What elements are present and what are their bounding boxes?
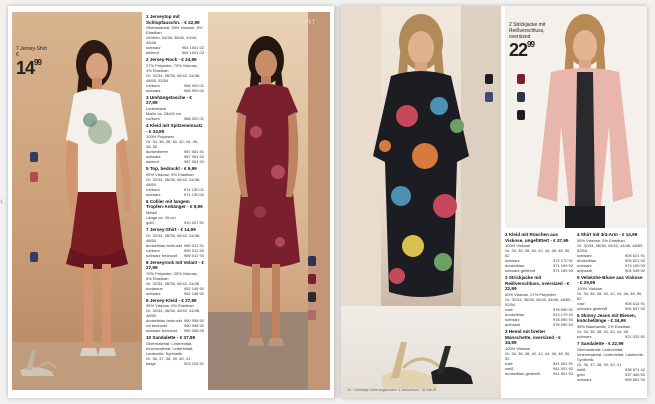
product-entry[interactable] bbox=[146, 298, 204, 334]
product-detail: Gr. 32/34, 36/38, 40/42, 44/46, 48/50, 52/54 bbox=[146, 72, 201, 83]
product-variant-row bbox=[577, 334, 645, 339]
variant-color: rosé bbox=[505, 360, 513, 366]
sandal-product-image bbox=[341, 306, 501, 398]
product-entry[interactable] bbox=[505, 275, 573, 327]
model-photo-floral-dress bbox=[341, 6, 501, 306]
product-entry[interactable] bbox=[577, 232, 645, 273]
variant-article-number: 954 1001 02 bbox=[181, 45, 204, 51]
variant-color: schwarz bbox=[577, 376, 592, 382]
color-swatch[interactable] bbox=[517, 74, 525, 84]
product-variant-row bbox=[577, 306, 645, 311]
product-detail: Länge ca. 45 cm bbox=[146, 214, 176, 220]
variant-color: schwarz bbox=[505, 316, 520, 322]
variant-article-number: 905 621 92 bbox=[624, 257, 645, 263]
product-entry[interactable] bbox=[505, 329, 573, 376]
product-detail: Gr. 32/34, 36/38, 40/42, 44/46, 48/50 bbox=[146, 232, 201, 243]
variant-color: schwarz bbox=[146, 45, 161, 51]
product-variant-row bbox=[505, 371, 573, 376]
product-title: 6 Skinny Jeans mit Biesen, knöchellänge - € 34,99 bbox=[577, 312, 636, 324]
variant-article-number: 987 061 91 bbox=[183, 149, 204, 155]
variant-article-number: 960 058 92 bbox=[183, 323, 204, 329]
model-photo-cardigan bbox=[505, 6, 647, 228]
product-entry[interactable] bbox=[577, 341, 645, 382]
product-title: 4 Kleid mit Spitzeneinsatz - € 34,99 bbox=[146, 122, 203, 134]
variant-color: rot/bunt bbox=[146, 82, 160, 88]
variant-article-number: 903 105 91 bbox=[183, 360, 204, 366]
product-title: 2 Strickjacke mit Reißverschluss, oversized - € 22,99 bbox=[505, 275, 570, 292]
variant-color: rosé bbox=[505, 306, 513, 312]
variant-article-number: 988 002 01 bbox=[183, 115, 204, 121]
variant-article-number: 937 465 53 bbox=[624, 371, 645, 377]
variant-article-number: 921 032 91 bbox=[624, 333, 645, 339]
product-title: 5 Top, bedruckt - € 9,99 bbox=[146, 166, 197, 172]
variant-color: schwarz geblümt bbox=[505, 268, 536, 274]
variant-article-number: 910 027 91 bbox=[183, 219, 204, 225]
product-variant-row bbox=[146, 328, 204, 333]
variant-color: schwarz bbox=[577, 333, 592, 339]
product-variant-row bbox=[146, 291, 204, 296]
product-detail: 27% Polyester, 70% Viskose, 3% Elasthan bbox=[146, 62, 198, 73]
product-title: 1 Kleid mit Rüschen aus Viskose, ungefüttert - € 37,99 bbox=[505, 232, 569, 243]
color-swatch[interactable] bbox=[308, 274, 316, 284]
variant-article-number: 989 012 92 bbox=[183, 247, 204, 253]
product-detail: Größen: 34/36, 38/40, 42/44, 46/48 bbox=[146, 35, 198, 46]
variant-article-number: 966 903 01 bbox=[183, 82, 204, 88]
variant-article-number: 952 146 91 bbox=[183, 285, 204, 291]
product-detail: 95% Viskose, 5% Elasthan bbox=[146, 171, 194, 177]
variant-article-number: 966 903 02 bbox=[183, 87, 204, 93]
color-swatch[interactable] bbox=[30, 252, 38, 262]
product-detail: Gr. 34, 36, 38, 40, 42, 44, 46, 48, 50, 52 bbox=[577, 290, 643, 301]
price-tag-label: 7 Jersey-Shirt € bbox=[16, 46, 47, 58]
variant-article-number: 989 012 93 bbox=[183, 252, 204, 258]
product-title: 8 Jerseyrock mit Volant - € 27,99 bbox=[146, 259, 204, 271]
variant-article-number: 971 169 93 bbox=[552, 268, 573, 274]
variant-article-number: 972 170 91 bbox=[552, 258, 573, 264]
variant-color: anthrazit bbox=[577, 267, 593, 273]
product-detail: 98% Baumwolle, 2% Elasthan bbox=[577, 323, 631, 329]
product-detail: Gr. 36, 37, 38, 39, 40, 41 bbox=[577, 361, 622, 367]
price-tag-amount: $22^{99}$ bbox=[509, 40, 534, 60]
product-detail: Gr. 36, 37, 38, 39, 40, 41 bbox=[146, 355, 191, 361]
product-title: 5 Velukshe-Bluse aus Viskose - € 29,99 bbox=[577, 274, 643, 286]
product-entry[interactable] bbox=[146, 95, 204, 121]
catalog-page-right bbox=[341, 6, 647, 398]
product-entry[interactable] bbox=[505, 232, 573, 273]
product-title: 3 Umhängetasche - € 27,99 bbox=[146, 94, 192, 106]
variant-color: schwarz bbox=[577, 262, 592, 268]
product-entry[interactable] bbox=[577, 313, 645, 339]
variant-color: weinrot bbox=[146, 50, 159, 56]
variant-color: weinrot bbox=[146, 159, 159, 165]
catalog-page-left bbox=[8, 6, 334, 398]
variant-article-number: 978 090 93 bbox=[552, 316, 573, 322]
variant-color: dunkelblau bbox=[505, 263, 525, 269]
color-swatch[interactable] bbox=[485, 74, 493, 84]
variant-article-number: 941 001 92 bbox=[552, 365, 573, 371]
product-detail: 50% Viskose, 27% Polyester bbox=[505, 291, 557, 297]
product-detail: Gr. 34, 36, 38, 40, 42, 44, 46, 48, 50 bbox=[146, 139, 199, 150]
price-tag-cardigan bbox=[509, 22, 553, 61]
variant-article-number: 941 001 91 bbox=[552, 360, 573, 366]
color-swatch[interactable] bbox=[517, 92, 525, 102]
product-entry[interactable] bbox=[146, 335, 204, 366]
model-photo-red-dress bbox=[208, 12, 330, 390]
variant-color: schwarz bbox=[146, 87, 161, 93]
variant-article-number: 960 058 91 bbox=[183, 318, 204, 324]
variant-color: schwarz bbox=[146, 290, 161, 296]
product-detail: Obermaterial: 95% Viskose, 5% Elasthan bbox=[146, 25, 203, 36]
product-title: 7 Sandalette - € 22,99 bbox=[577, 340, 624, 346]
variant-color: rot/bunt bbox=[146, 186, 160, 192]
chevron-left-icon[interactable]: ‹ bbox=[0, 196, 4, 207]
product-entry[interactable] bbox=[146, 123, 204, 164]
variant-article-number: 938 671 42 bbox=[624, 366, 645, 372]
variant-color: dunkelbeere bbox=[146, 149, 169, 155]
brand-logo: BODYFLIRT bbox=[274, 20, 317, 26]
product-title: 6 Collier mit langem Tropfen-Anhänger - € 9,99 bbox=[146, 198, 203, 210]
product-detail: Obermaterial: Lederimitat, Innenmaterial: Lederimitat, Laufsohle: Synthetik bbox=[146, 340, 194, 356]
variant-color: schwarz bedruckt bbox=[146, 252, 178, 258]
color-swatch[interactable] bbox=[517, 110, 525, 120]
variant-article-number: 954 1001 03 bbox=[181, 50, 204, 56]
variant-color: anthrazit bbox=[505, 321, 521, 327]
variant-color: schwarz bbox=[505, 258, 520, 264]
variant-article-number: 913 179 92 bbox=[552, 311, 573, 317]
shoes-product-photo bbox=[341, 306, 501, 398]
variant-color: bordeaux bbox=[146, 285, 163, 291]
product-detail: Gr. 32/34, 36/38, 40/42, 44/46, 48/50, 52/54 bbox=[505, 296, 572, 307]
variant-color: rot bedruckt bbox=[146, 323, 168, 329]
model-figure bbox=[208, 12, 330, 390]
product-detail: Gr. 32/34, 36/38, 40/42, 44/46, 48/50 bbox=[146, 308, 201, 319]
product-detail: Obermaterial: Lederimitat, Innenmaterial: Lederimitat, Laufsohle: Synthetik bbox=[577, 346, 644, 362]
product-title: 2 Jersey-Rock - € 24,99 bbox=[146, 57, 197, 63]
variant-article-number: 905 612 91 bbox=[624, 300, 645, 306]
product-variant-row bbox=[146, 50, 204, 55]
model-photo-white-top bbox=[12, 12, 142, 390]
product-detail: Gr. 34, 36, 38, 40, 42, 44, 46, 48, 50, 52 bbox=[505, 248, 571, 259]
variant-color: beige bbox=[146, 360, 156, 366]
variant-color: rosé bbox=[577, 300, 585, 306]
variant-color: dunkelblau bedruckt bbox=[146, 242, 182, 248]
variant-color: schwarz bbox=[146, 154, 161, 160]
product-entry[interactable] bbox=[146, 14, 204, 55]
product-variant-row bbox=[146, 159, 204, 164]
variant-color: dunkelblau bbox=[505, 311, 525, 317]
variant-article-number: 974 130 01 bbox=[183, 186, 204, 192]
color-swatch[interactable] bbox=[308, 310, 316, 320]
page-gutter bbox=[334, 6, 341, 398]
color-swatch[interactable] bbox=[308, 292, 316, 302]
variant-color: weiß bbox=[505, 365, 514, 371]
price-tag-label: 2 Strickjacke mit Reißverschluss, oversized bbox=[509, 22, 546, 40]
color-swatch[interactable] bbox=[308, 256, 316, 266]
product-detail: 70% Polyester, 25% Viskose, 5% Elasthan bbox=[146, 270, 198, 281]
product-variant-row bbox=[577, 377, 645, 382]
product-title: 9 Jersey-Kleid - € 27,99 bbox=[146, 297, 197, 303]
variant-color: dunkelblau bedruckt bbox=[146, 318, 182, 324]
variant-color: schwarz bedruckt bbox=[146, 328, 178, 334]
variant-color: gold bbox=[577, 371, 585, 377]
variant-color: dunkelblau bbox=[577, 257, 597, 263]
product-detail: 95% Viskose, 5% Elasthan bbox=[146, 303, 194, 309]
product-variant-row bbox=[146, 88, 204, 93]
variant-article-number: 989 012 91 bbox=[183, 242, 204, 248]
variant-color: rot/bunt bbox=[146, 115, 160, 121]
product-entry[interactable] bbox=[146, 227, 204, 258]
product-title: 7 Jersey-Shirt - € 14,99 bbox=[146, 226, 196, 232]
sandal-product-image bbox=[18, 342, 58, 378]
product-title: 4 Shirt mit 3/4-Arm - € 14,99 bbox=[577, 232, 638, 237]
variant-color: rot/bunt bbox=[146, 247, 160, 253]
product-detail: Gr. 34, 36, 38, 40, 42, 44, 46 bbox=[577, 328, 628, 334]
product-title: 1 Jerseytop mit Schlupfauschn. - € 22,99 bbox=[146, 14, 200, 25]
variant-article-number: 971 169 92 bbox=[552, 263, 573, 269]
product-list-left bbox=[146, 14, 204, 390]
color-swatch[interactable] bbox=[30, 152, 38, 162]
product-variant-row bbox=[505, 268, 573, 273]
product-entry[interactable] bbox=[146, 260, 204, 296]
variant-color: dunkelblau gestreift bbox=[505, 370, 540, 376]
variant-article-number: 904 545 92 bbox=[624, 267, 645, 273]
variant-article-number: 978 090 94 bbox=[552, 321, 573, 327]
product-title: 10 Sandalette - € 37,99 bbox=[146, 335, 196, 341]
product-variant-row bbox=[146, 253, 204, 258]
product-detail: Gr. 32/34, 36/38, 40/42, 44/46, 48/50 bbox=[146, 176, 201, 187]
page-footer: 24 · Günstige Lieferungskosten 4 Zahlweisen · ⊞ BAUR bbox=[347, 388, 437, 392]
variant-color: weiß bbox=[577, 366, 586, 372]
product-entry[interactable] bbox=[146, 199, 204, 225]
variant-article-number: 952 146 92 bbox=[183, 290, 204, 296]
variant-article-number: 987 061 93 bbox=[183, 159, 204, 165]
product-list-right-1 bbox=[505, 232, 573, 396]
product-detail: 100% Viskose bbox=[505, 345, 531, 351]
product-detail: 100% Viskose bbox=[577, 285, 603, 291]
product-variant-row bbox=[146, 361, 204, 366]
variant-article-number: 959 661 93 bbox=[624, 376, 645, 382]
product-detail: 95% Viskose, 5% Elasthan bbox=[577, 237, 625, 243]
product-entry[interactable] bbox=[146, 57, 204, 93]
variant-color: schwarz gestreift bbox=[577, 305, 608, 311]
variant-article-number: 960 058 93 bbox=[183, 328, 204, 334]
product-detail: Maße ca. 28x20 cm bbox=[146, 110, 182, 116]
product-list-right-2 bbox=[577, 232, 645, 396]
color-swatch[interactable] bbox=[30, 172, 38, 182]
variant-article-number: 978 090 91 bbox=[552, 306, 573, 312]
product-detail: 100% Viskose bbox=[505, 243, 531, 249]
product-title: 3 Hemd mit breiter Manschette, oversized - € 34,99 bbox=[505, 328, 561, 346]
product-variant-row bbox=[505, 322, 573, 327]
variant-color: schwarz bbox=[577, 252, 592, 258]
product-variant-row bbox=[146, 192, 204, 197]
product-detail: Lederimitat bbox=[146, 105, 166, 111]
variant-article-number: 987 061 92 bbox=[183, 154, 204, 160]
variant-article-number: 905 621 91 bbox=[624, 252, 645, 258]
price-tag-jersey-shirt bbox=[16, 46, 47, 79]
product-entry[interactable] bbox=[577, 275, 645, 311]
model-figure bbox=[341, 6, 501, 306]
variant-color: gold bbox=[146, 219, 154, 225]
variant-color: schwarz bbox=[146, 191, 161, 197]
product-variant-row bbox=[146, 116, 204, 121]
product-detail: Gr. 32/34, 36/38, 40/42, 44/46 bbox=[146, 280, 200, 286]
price-tag-amount: $14^{99}$ bbox=[16, 58, 41, 78]
variant-article-number: 973 159 93 bbox=[624, 262, 645, 268]
product-detail: 100% Polyester bbox=[146, 134, 175, 140]
product-detail: Gr. 32/34, 36/38, 40/42, 44/46, 48/50, 52/54 bbox=[577, 242, 644, 253]
product-variant-row bbox=[146, 220, 204, 225]
product-detail: Metall bbox=[146, 209, 157, 215]
variant-article-number: 974 130 02 bbox=[183, 191, 204, 197]
variant-article-number: 941 001 93 bbox=[552, 370, 573, 376]
product-detail: Gr. 34, 36, 38, 40, 42, 44, 46, 48, 50, 52 bbox=[505, 350, 571, 361]
product-variant-row bbox=[577, 268, 645, 273]
color-swatch[interactable] bbox=[485, 92, 493, 102]
product-entry[interactable] bbox=[146, 166, 204, 197]
variant-article-number: 904 547 92 bbox=[624, 305, 645, 311]
